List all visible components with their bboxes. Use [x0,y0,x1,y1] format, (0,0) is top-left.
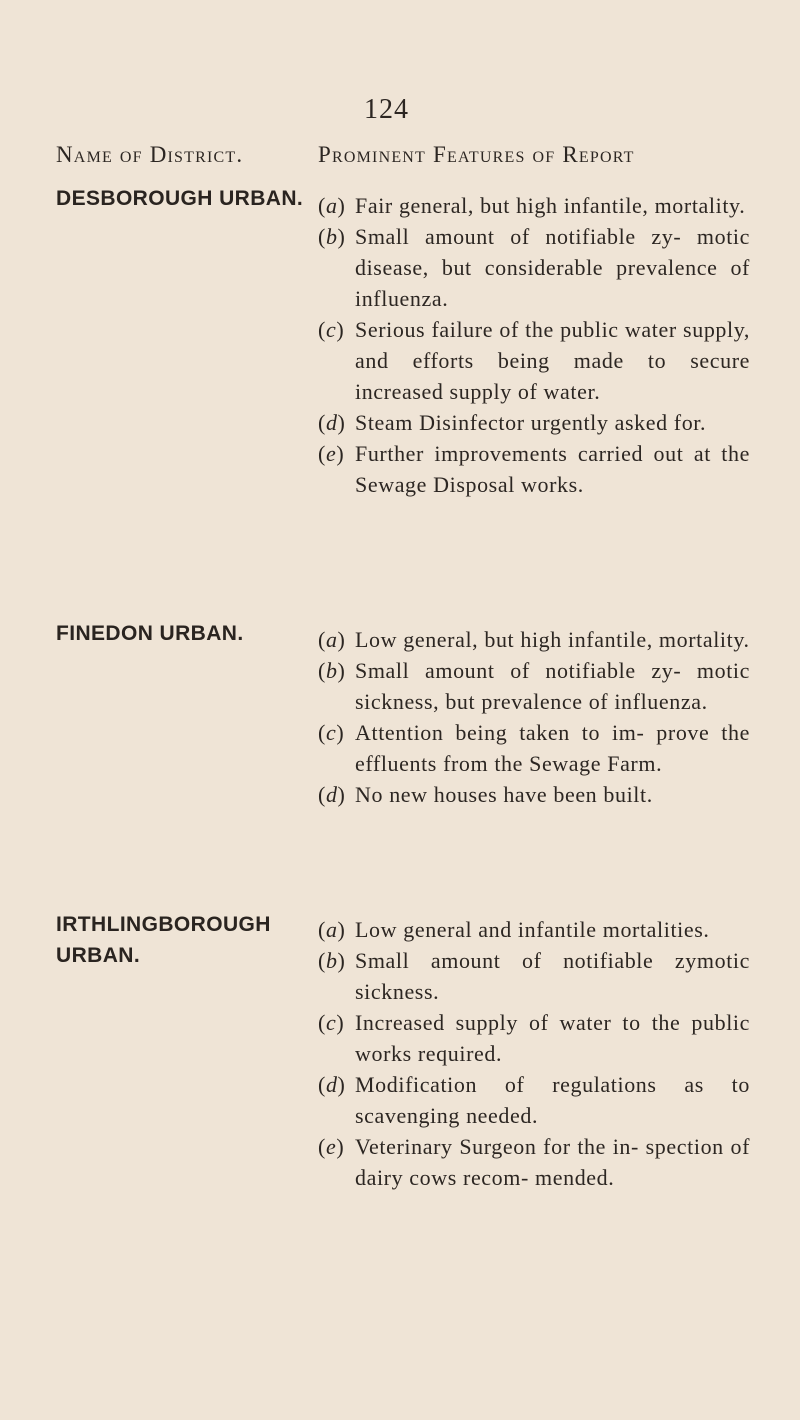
item-text: Modification of regulations as to scavenging needed. [355,1072,750,1128]
district-name: FINEDON URBAN. [56,622,244,645]
item-text: Attention being taken to im- prove the effluents from the Sewage Farm. [355,720,750,776]
district-name: IRTHLINGBOROUGH URBAN. [56,913,271,967]
item-letter: (a) [318,193,346,218]
feature-item [318,438,750,500]
item-letter: (d) [318,410,346,435]
item-text: Serious failure of the public water supply, and efforts being made to secure increased supply of water. [355,317,750,404]
feature-item [318,717,750,779]
item-letter: (e) [318,441,345,466]
feature-item [318,190,750,221]
item-letter: (d) [318,782,346,807]
feature-item [318,1069,750,1131]
feature-item [318,655,750,717]
feature-item [318,407,750,438]
item-letter: (c) [318,1010,345,1035]
feature-list [318,190,750,500]
item-letter: (b) [318,658,346,683]
feature-item [318,779,750,810]
item-letter: (c) [318,317,345,342]
feature-item [318,1007,750,1069]
district-column-header: Name of District. [56,142,244,167]
item-text: No new houses have been built. [355,782,653,807]
item-text: Increased supply of water to the public works required. [355,1010,750,1066]
feature-item [318,314,750,407]
page-number: 124 [364,94,409,125]
feature-list [318,624,750,810]
features-column-header: Prominent Features of Report [318,142,635,167]
item-text: Low general, but high infantile, mortality. [355,627,750,652]
item-text: Low general and infantile mortalities. [355,917,710,942]
item-letter: (b) [318,224,346,249]
district-name: DESBOROUGH URBAN. [56,187,304,210]
item-letter: (a) [318,917,346,942]
feature-item [318,1131,750,1193]
feature-list [318,914,750,1193]
item-letter: (e) [318,1134,345,1159]
item-letter: (d) [318,1072,346,1097]
item-text: Small amount of notifiable zy- motic sickness, but prevalence of influenza. [355,658,750,714]
feature-item [318,624,750,655]
item-letter: (b) [318,948,346,973]
item-text: Fair general, but high infantile, mortality. [355,193,746,218]
item-text: Further improvements carried out at the Sewage Disposal works. [355,441,750,497]
item-text: Small amount of notifiable zy- motic disease, but considerable prevalence of influenza. [355,224,750,311]
item-letter: (a) [318,627,346,652]
item-text: Small amount of notifiable zymotic sickness. [355,948,750,1004]
item-text: Veterinary Surgeon for the in- spection of dairy cows recom- mended. [355,1134,750,1190]
feature-item [318,221,750,314]
item-text: Steam Disinfector urgently asked for. [355,410,707,435]
feature-item [318,914,750,945]
feature-item [318,945,750,1007]
item-letter: (c) [318,720,345,745]
